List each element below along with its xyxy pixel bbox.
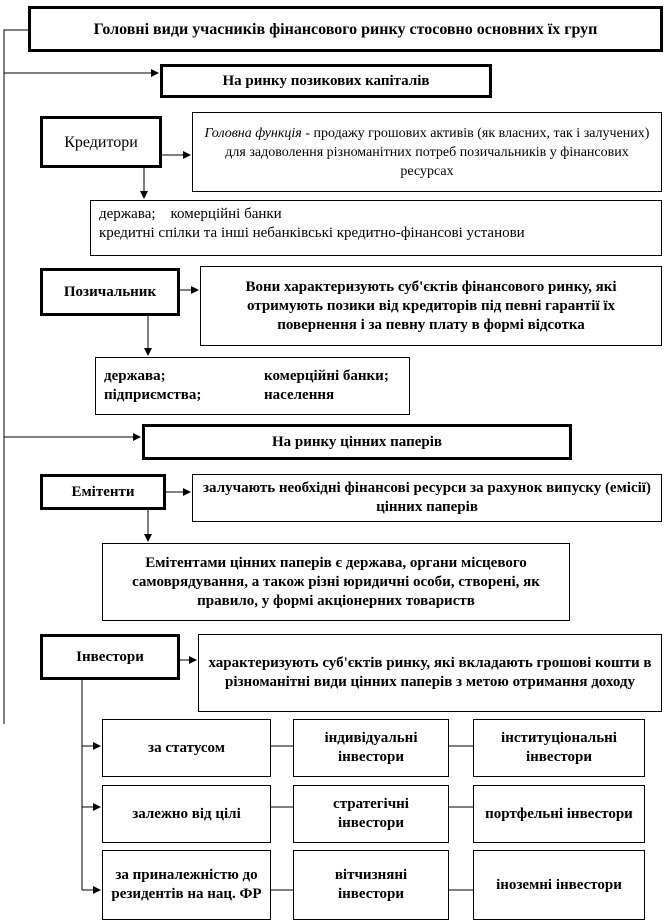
borrower-label: Позичальник: [63, 283, 157, 300]
investors-description-text: характеризують суб'єктів ринку, які вкладають грошові кошти в різноманітні види цінних паперів з метою отримання доходу: [208, 655, 652, 690]
borrower-example-state: держава;: [104, 368, 166, 384]
issuers-examples-text: Емітентами цінних паперів є держава, органи місцевого самоврядування, а також різні юридичні особи, створені, як правило, у формі акціонерних товариств: [132, 554, 540, 609]
diagram-title: [28, 6, 663, 52]
issuers-label: Емітенти: [71, 483, 135, 500]
securities-market-header: [142, 424, 572, 460]
investor-type-strategic-text: стратегічні інвестори: [333, 796, 409, 831]
investor-type-domestic-text: вітчизняні інвестори: [334, 867, 408, 902]
investor-type-portfolio: [473, 785, 645, 843]
borrower-examples: [95, 357, 410, 415]
investors-box: [40, 634, 180, 680]
criterion-residency-text: за приналежністю до резидентів на нац. ФР: [111, 867, 262, 902]
loan-market-header-text: На ринку позикових капіталів: [222, 72, 430, 89]
loan-market-header: [160, 64, 492, 98]
creditors-function-label: Головна функція: [204, 125, 302, 141]
issuers-description: [192, 474, 662, 522]
title-text: Головні види учасників фінансового ринку стосовно основних їх груп: [93, 20, 598, 38]
investor-type-foreign-text: іноземні інвестори: [496, 876, 622, 893]
creditors-description: [192, 112, 662, 192]
investors-description: [198, 634, 662, 712]
criterion-goal: [102, 785, 271, 843]
borrower-description: [200, 266, 662, 346]
borrower-example-banks: комерційні банки;: [264, 368, 389, 384]
creditors-examples-line2: кредитні спілки та інші небанківські кредитно-фінансові установи: [99, 225, 525, 241]
issuers-examples: [102, 543, 570, 621]
investor-type-portfolio-text: портфельні інвестори: [485, 805, 633, 822]
creditors-function-text: - продажу грошових активів (як власних, так і залучених) для задоволення різноманітних потреб позичальників у фінансових ресурсах: [225, 125, 650, 179]
investor-type-institutional-text: інституціональні інвестори: [501, 730, 617, 765]
borrower-box: [40, 268, 180, 316]
investor-type-institutional: [473, 719, 645, 777]
investor-type-foreign: [473, 850, 645, 920]
criterion-status: [102, 719, 271, 777]
investors-label: Інвестори: [76, 648, 144, 665]
issuers-box: [40, 474, 166, 510]
creditors-label: Кредитори: [64, 133, 138, 151]
borrower-example-enterprises: підприємства;: [104, 387, 202, 403]
issuers-description-text: залучають необхідні фінансові ресурси за рахунок випуску (емісії) цінних паперів: [203, 480, 651, 515]
investor-type-domestic: [293, 850, 449, 920]
creditors-description-text: [201, 124, 653, 181]
creditors-examples-line1: держава; комерційні банки: [99, 206, 282, 222]
creditors-examples: [90, 200, 662, 256]
criterion-residency: [102, 850, 271, 920]
criterion-status-text: за статусом: [148, 739, 225, 756]
creditors-box: [40, 116, 162, 168]
investor-type-strategic: [293, 785, 449, 843]
investor-type-individual-text: індивідуальні інвестори: [324, 730, 418, 765]
securities-market-header-text: На ринку цінних паперів: [271, 433, 443, 450]
borrower-example-population: населення: [264, 387, 335, 403]
criterion-goal-text: залежно від цілі: [132, 805, 241, 822]
investor-type-individual: [293, 719, 449, 777]
borrower-description-text: Вони характеризують суб'єктів фінансового ринку, які отримують позики від кредиторів під певні гарантії їх повернення і за певну плату в формі відсотка: [245, 278, 617, 333]
